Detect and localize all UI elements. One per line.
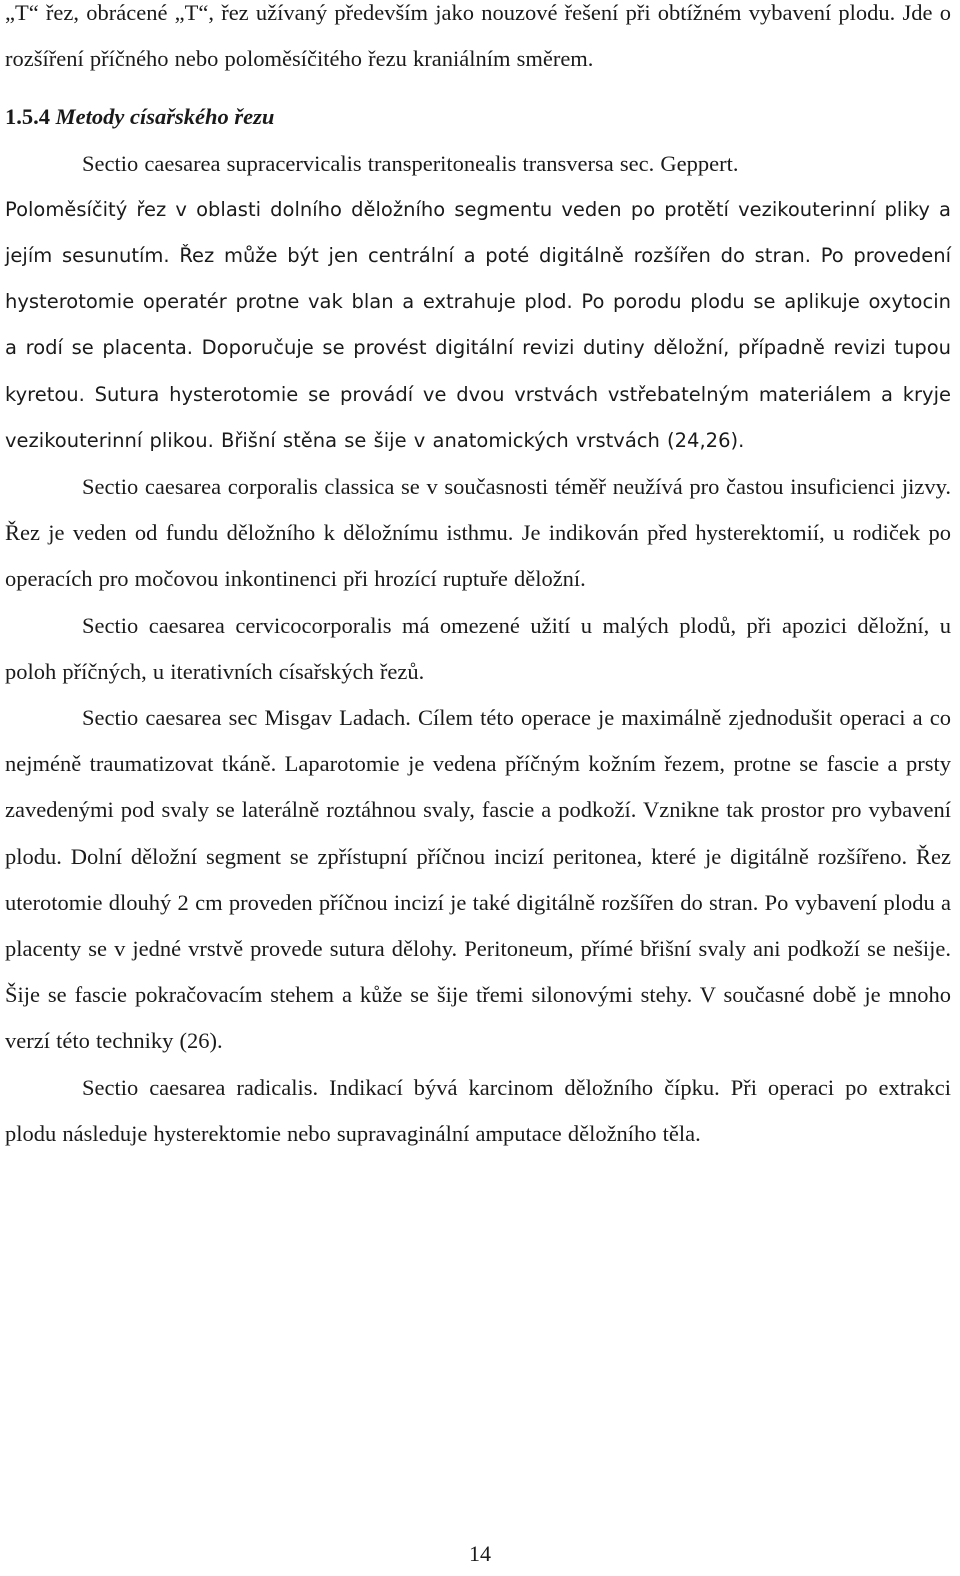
paragraph-geppert-title: Sectio caesarea supracervicalis transperitonealis transversa sec. Geppert. [82,150,739,176]
document-page [5,0,951,1157]
section-number: 1.5.4 [5,104,50,130]
paragraph-geppert-description: Poloměsíčitý řez v oblasti dolního děložního segmentu veden po protětí vezikouterinní pliky a jejím sesunutím. Řez může být jen centrální a poté digitálně rozšířen do stran. Po provedení hysterotomie operatér protne vak blan a extrahuje plod. Po porodu plodu se aplikuje oxytocin a rodí se placenta. Doporučuje se provést digitální revizi dutiny děložní, případně revizi tupou kyretou. Sutura hysterotomie se provádí ve dvou vrstvách vstřebatelným materiálem a kryje vezikouterinní plikou. Břišní stěna se šije v anatomických vrstvách (24,26). [5,197,951,452]
paragraph-corporalis-classica: Sectio caesarea corporalis classica se v současnosti téměř neužívá pro častou insuficienci jizvy. Řez je veden od fundu děložního k děložnímu isthmu. Je indikován před hysterektomií, u rodiček po operacích pro močovou inkontinenci při hrozící ruptuře děložní. [5,474,951,592]
paragraph-cervicocorporalis: Sectio caesarea cervicocorporalis má omezené užití u malých plodů, při apozici děložní, u poloh příčných, u iterativních císařských řezů. [5,612,951,684]
paragraph-t-incision: „T“ řez, obrácené „T“, řez užívaný především jako nouzové řešení při obtížném vybavení plodu. Jde o rozšíření příčného nebo poloměsíčitého řezu kraniálním směrem. [5,0,951,72]
paragraph-radicalis: Sectio caesarea radicalis. Indikací bývá karcinom děložního čípku. Při operaci po extrakci plodu následuje hysterektomie nebo supravaginální amputace děložního těla. [5,1074,951,1146]
page-number: 14 [469,1541,491,1566]
section-heading [5,94,951,140]
section-title: Metody císařského řezu [55,104,275,130]
paragraph-misgav-ladach: Sectio caesarea sec Misgav Ladach. Cílem této operace je maximálně zjednodušit operaci a co nejméně traumatizovat tkáně. Laparotomie je vedena příčným kožním řezem, protne se fascie a prsty zavedenými pod svaly se laterálně roztáhnou svaly, fascie a podkoží. Vznikne tak prostor pro vybavení plodu. Dolní děložní segment se zpřístupní příčnou incizí peritonea, které je digitálně rozšířeno. Řez uterotomie dlouhý 2 cm proveden příčnou incizí je také digitálně rozšířen do stran. Po vybavení plodu a placenty se v jedné vrstvě provede sutura dělohy. Peritoneum, přímé břišní svaly ani podkoží se nešije. Šije se fascie pokračovacím stehem a kůže se šije třemi silonovými stehy. V současné době je mnoho verzí této techniky (26). [5,705,951,1054]
